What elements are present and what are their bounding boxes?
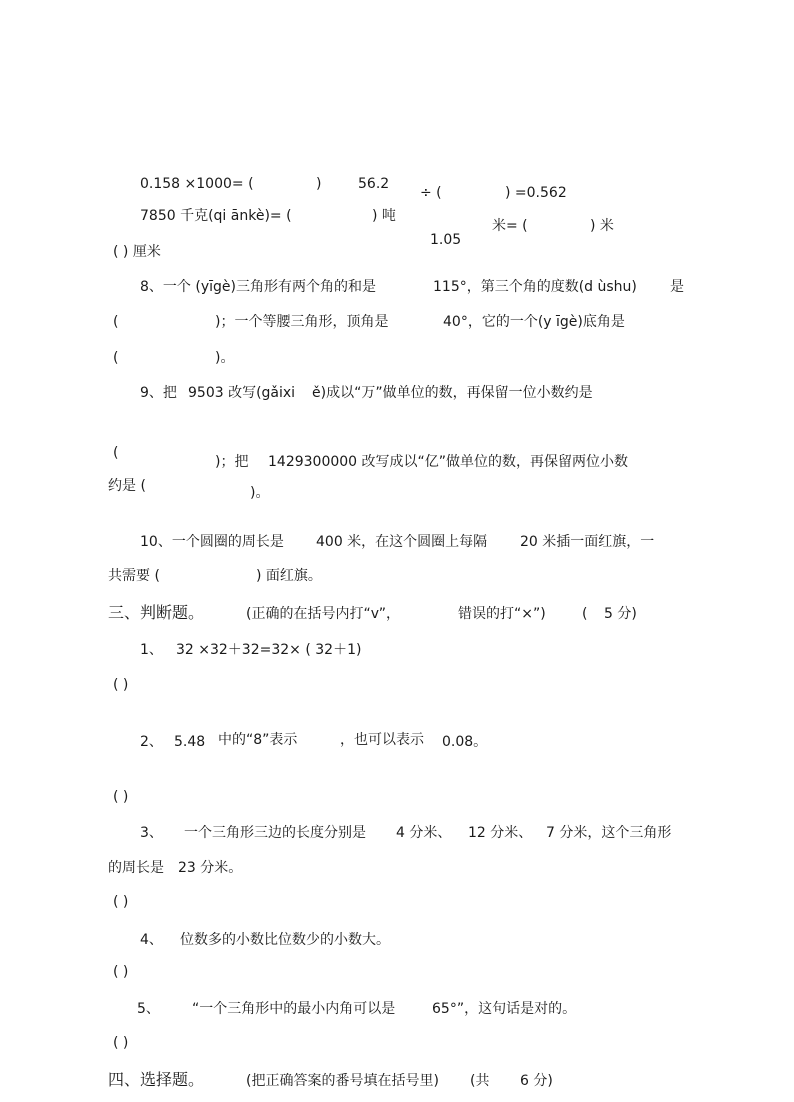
judge-2-answer-paren: ( ) [113, 789, 129, 805]
q9-h: )。 [250, 485, 270, 501]
judge-3-number: 3、 [140, 825, 163, 841]
q7-line1-c: 56.2 [358, 176, 390, 192]
q7-line2-b: ) 吨 [372, 208, 396, 224]
q8-b: 115°，第三个角的度数(d ùshu) [433, 279, 637, 295]
judge-3-answer-paren: ( ) [113, 894, 129, 910]
section-4-instruction-a: (把正确答案的番号填在括号里) [246, 1073, 439, 1089]
q7-line1-e: ) =0.562 [505, 185, 567, 201]
q7-line1-d: ÷ ( [420, 185, 442, 201]
q9-e: )；把 [215, 454, 249, 470]
judge-2-a: 5.48 [174, 734, 206, 750]
judge-4-number: 4、 [140, 932, 163, 948]
q7-line1-a: 0.158 ×1000= ( [140, 176, 254, 192]
q9-a: 9、把 [140, 385, 177, 401]
q10-c: 20 米插一面红旗，一 [520, 534, 655, 550]
q9-d: ( [113, 445, 119, 461]
q9-b: 9503 改写(gǎixi [188, 385, 296, 401]
section-4-title: 四、选择题。 [108, 1070, 205, 1089]
q10-a: 10、一个圆圈的周长是 [140, 534, 284, 550]
judge-5-a: “一个三角形中的最小内角可以是 [192, 1001, 396, 1017]
judge-5-number: 5、 [137, 1001, 160, 1017]
q8-a: 8、一个 (yīgè)三角形有两个角的和是 [140, 279, 376, 295]
judge-3-b: 4 分米、 [396, 825, 452, 841]
section-3-title: 三、判断题。 [108, 603, 205, 622]
section-4-instruction-b: (共 [470, 1073, 490, 1089]
q10-b: 400 米，在这个圆圈上每隔 [316, 534, 488, 550]
section-3-instruction-b: 错误的打“×”) [458, 606, 546, 622]
judge-3-a: 一个三角形三边的长度分别是 [184, 825, 366, 841]
section-3-instruction-d: 5 分) [604, 606, 637, 622]
judge-5-answer-paren: ( ) [113, 1035, 129, 1051]
judge-2-b: 中的“8”表示 [218, 732, 298, 748]
judge-3-f: 23 分米。 [178, 860, 243, 876]
judge-5-b: 65°”，这句话是对的。 [432, 1001, 577, 1017]
judge-1-number: 1、 [140, 642, 163, 658]
q10-e: ) 面红旗。 [256, 568, 322, 584]
q7-line2-a: 7850 千克(qi ānkè)= ( [140, 208, 292, 224]
judge-3-e: 的周长是 [108, 860, 164, 876]
q8-f: 40°，它的一个(y īgè)底角是 [443, 314, 625, 330]
judge-3-c: 12 分米、 [468, 825, 533, 841]
q9-c: ě)成以“万”做单位的数，再保留一位小数约是 [312, 385, 593, 401]
q8-d: ( [113, 314, 119, 330]
judge-1-answer-paren: ( ) [113, 677, 129, 693]
judge-2-d: 0.08。 [442, 734, 488, 750]
judge-1-text: 32 ×32＋32=32× ( 32＋1) [176, 642, 362, 658]
section-3-instruction-a: (正确的在括号内打“v”， [246, 606, 401, 622]
q7-line2-c: 1.05 [430, 232, 462, 248]
q7-line2-e: ) 米 [590, 218, 614, 234]
judge-4-answer-paren: ( ) [113, 964, 129, 980]
judge-3-d: 7 分米，这个三角形 [546, 825, 672, 841]
q8-c: 是 [670, 279, 684, 295]
judge-2-number: 2、 [140, 734, 163, 750]
q8-g: ( [113, 350, 119, 366]
judge-2-c: ，也可以表示 [340, 732, 424, 748]
section-3-instruction-c: ( [582, 606, 588, 622]
q7-line2-d: 米= ( [492, 218, 528, 234]
q7-line1-b: ) [316, 176, 322, 192]
section-4-instruction-c: 6 分) [520, 1073, 553, 1089]
q8-h: )。 [215, 350, 235, 366]
q10-d: 共需要 ( [108, 568, 160, 584]
q7-line3: ( ) 厘米 [113, 244, 161, 260]
q9-g: 约是 ( [108, 478, 146, 494]
q8-e: )；一个等腰三角形，顶角是 [215, 314, 389, 330]
q9-f: 1429300000 改写成以“亿”做单位的数，再保留两位小数 [268, 454, 629, 470]
judge-4-text: 位数多的小数比位数少的小数大。 [180, 932, 390, 948]
